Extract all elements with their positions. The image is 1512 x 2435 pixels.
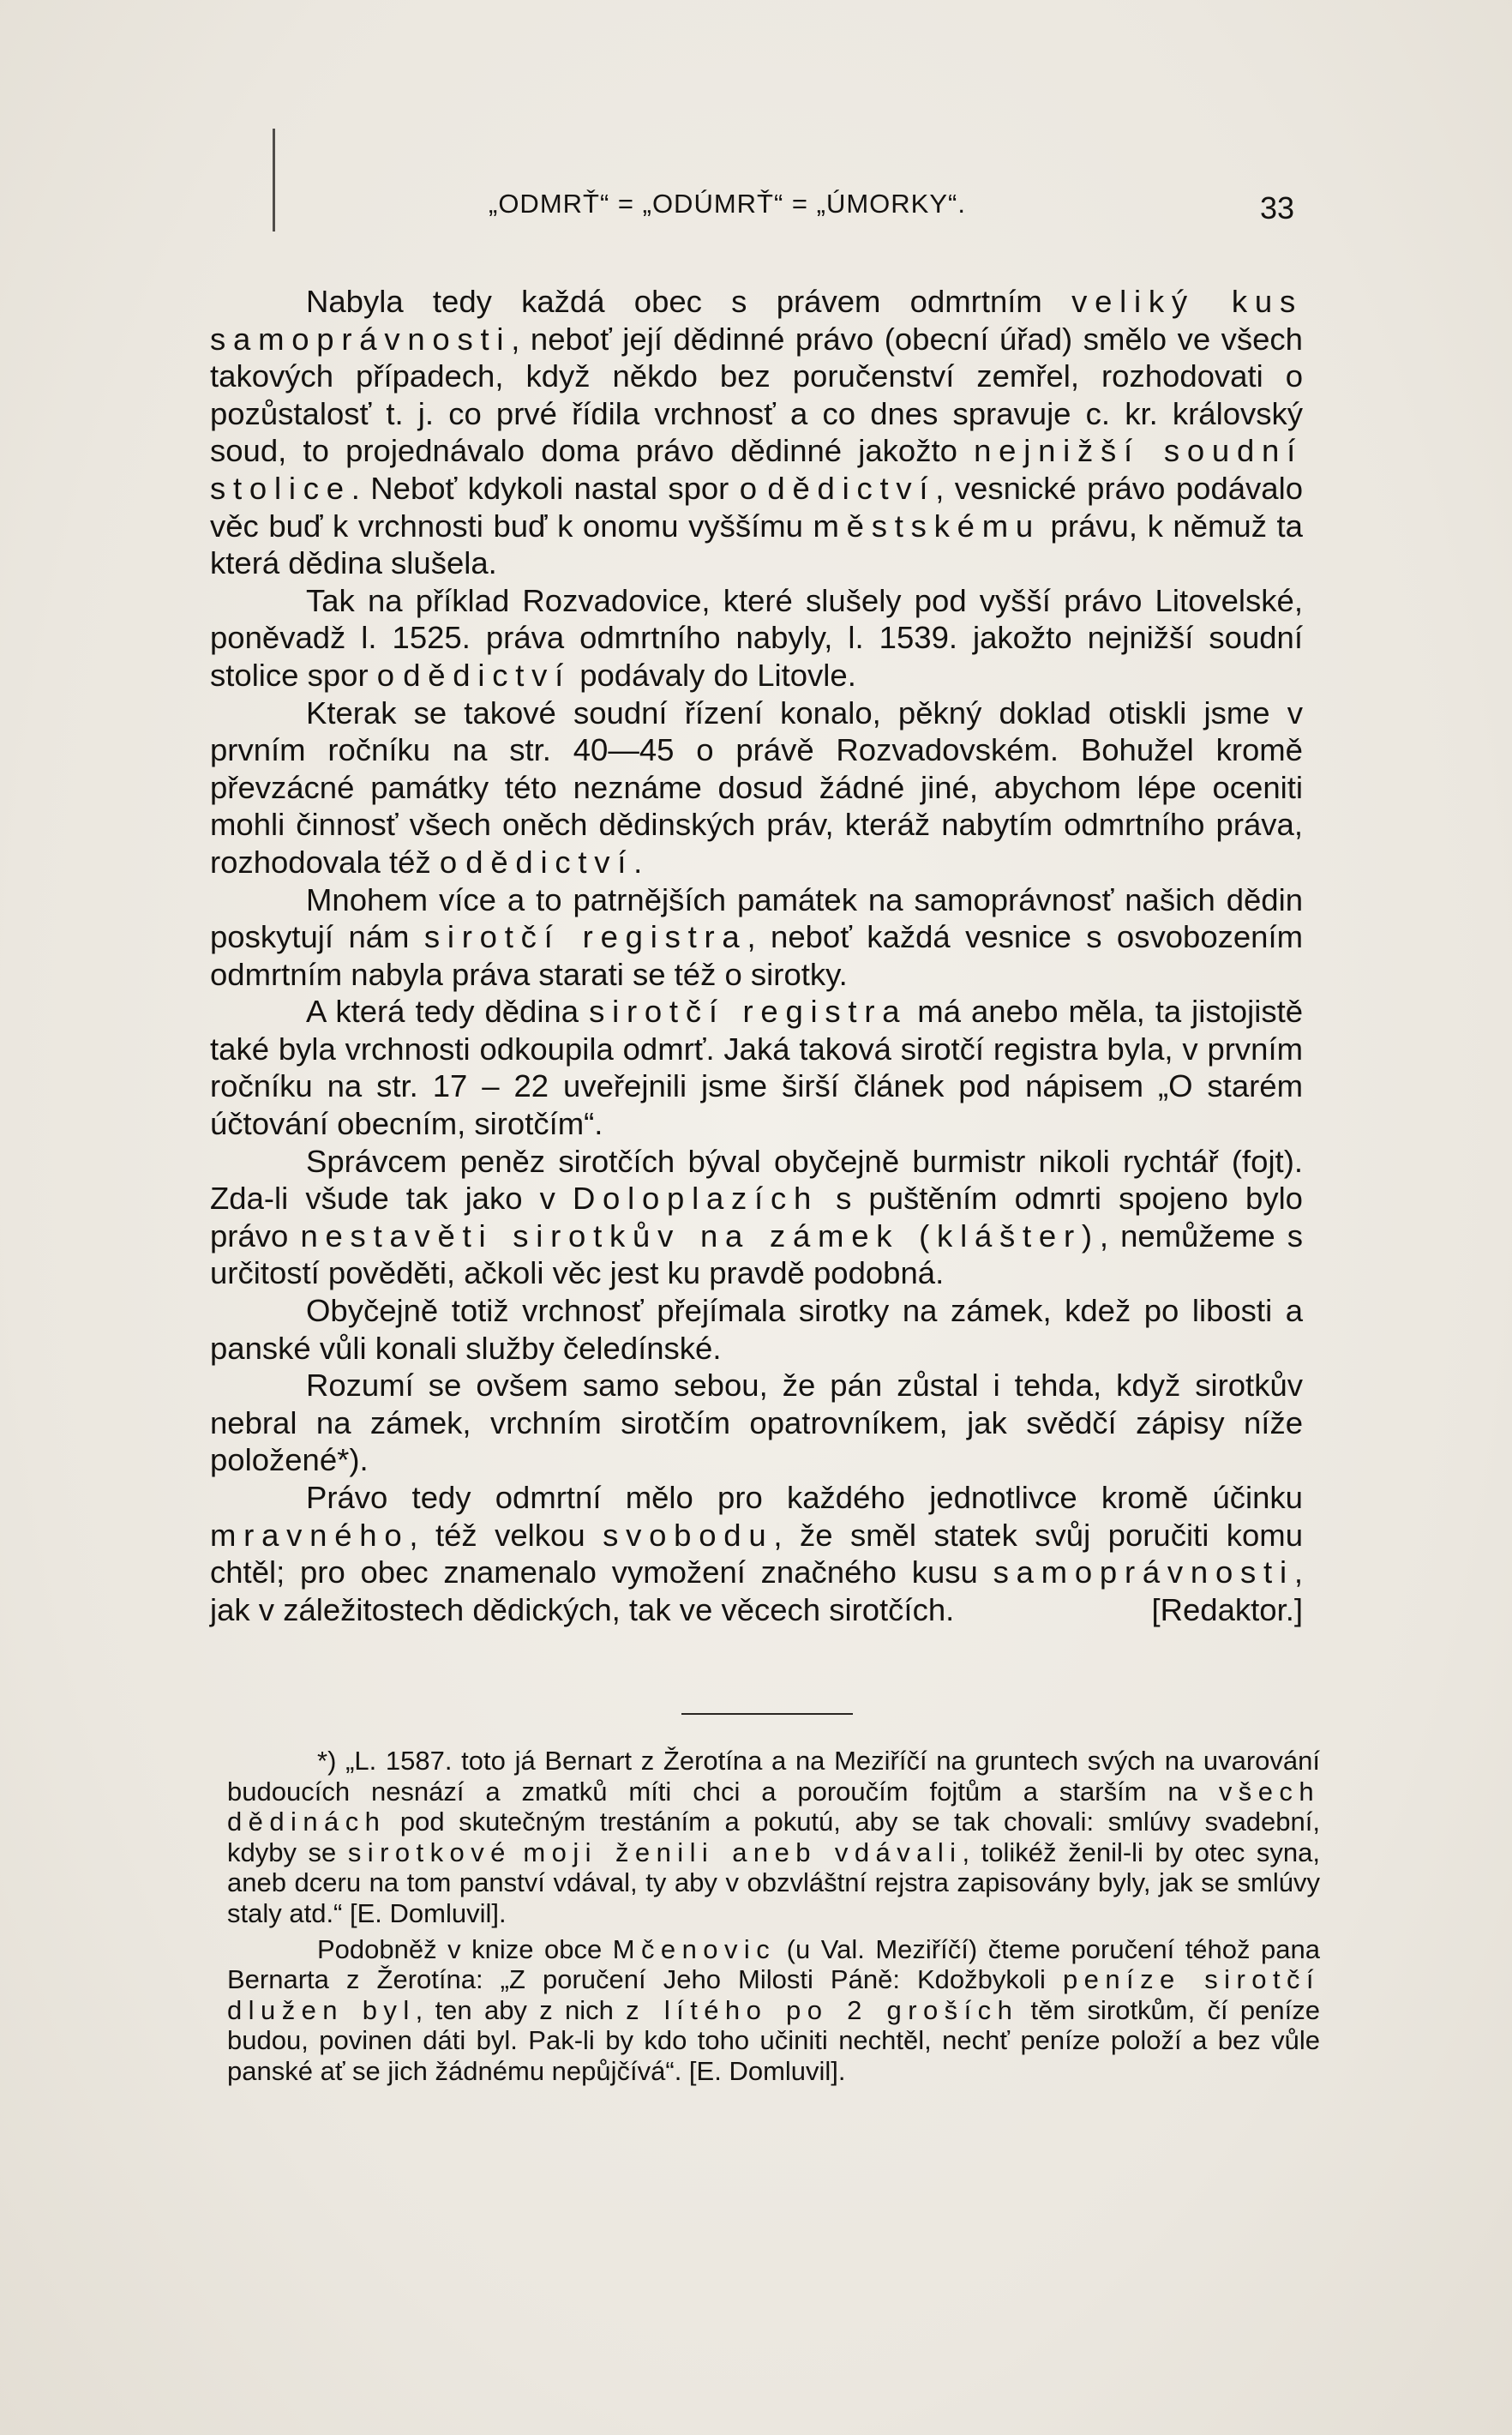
main-text <box>210 283 1303 1628</box>
spaced-emphasis: mravného <box>210 1517 410 1553</box>
spaced-emphasis: samoprávnosti <box>993 1554 1294 1590</box>
spaced-emphasis: sirotkové <box>347 1837 512 1867</box>
spaced-emphasis: všech dědinách <box>227 1776 1320 1837</box>
text-run: , vesnické právo podávalo věc buď k vrchnosti buď k onomu vyššímu <box>210 470 1303 544</box>
paragraph-3 <box>210 694 1303 881</box>
text-run: . Neboť kdykoli nastal spor o <box>351 470 768 506</box>
spaced-emphasis: sirotčí registra <box>589 994 908 1030</box>
paragraph-4 <box>210 881 1303 994</box>
paragraph-2 <box>210 582 1303 694</box>
text-run: Kterak se takové soudní řízení konalo, pěkný doklad otiskli jsme v prvním ročníku na str. 40—45 o právě Rozvadovském. Bohužel kromě převzácné památky této neznáme dosud žádné jiné, abychom lépe oceniti mohli činnosť všech oněch dědinských práv, kteráž nabytím odmrtního práva, rozhodovala též o <box>210 694 1303 880</box>
text-run <box>512 1837 524 1867</box>
spaced-emphasis: dědictví <box>403 657 572 693</box>
paragraph-7: Obyčejně totiž vrchnosť přejímala sirotky na zámek, kdež po libosti a panské vůli konali služby čeledínské. <box>210 1293 1303 1366</box>
footnote-divider <box>681 1713 853 1715</box>
text-run: *) „L. 1587. toto já Bernart z Žerotína a na Meziříčí na gruntech svých na uvarování budoucích nesnází a zmatků míti chci a poroučím fojtům a starším na <box>227 1746 1320 1807</box>
paragraph-8: Rozumí se ovšem samo sebou, že pán zůstal i tehda, když sirotkův nebral na zámek, vrchním sirotčím opatrovníkem, jak svědčí zápisy níže položené*). <box>210 1368 1303 1478</box>
text-run: podávaly do Litovle. <box>571 657 856 693</box>
text-run: s puštěním odmrti spojeno bylo právo <box>210 1181 1303 1254</box>
paragraph-6 <box>210 1143 1303 1292</box>
text-run: . <box>633 844 643 880</box>
spaced-emphasis: městskému <box>813 508 1041 544</box>
spaced-emphasis: nejnižší soudní stolice <box>210 433 1303 506</box>
spaced-emphasis: dědictví <box>767 470 936 506</box>
spaced-emphasis: Mčenovic <box>612 1933 777 1964</box>
footnotes <box>227 1746 1320 2087</box>
text-run: Mnohem více a to patrnějších památek na samoprávnosť našich dědin poskytují nám <box>210 881 1303 955</box>
text-run: má anebo měla, ta jistojistě také byla vrchnosti odkoupila odmrť. Jaká taková sirotčí registra byla, v prvním ročníku na str. 17 – 22 uveřejnili jsme širší článek pod nápisem „O starém účtování obecním, sirotčím“. <box>210 994 1304 1142</box>
text-run: , též velkou <box>409 1517 603 1553</box>
editor-signature: [Redaktor.] <box>1151 1591 1303 1627</box>
footnote-2 <box>227 1934 1320 2087</box>
paragraph-9 <box>210 1479 1303 1628</box>
paragraph-5 <box>210 993 1303 1142</box>
text-run: pod skutečným trestáním a pokutú, aby se tak chovali: smlúvy svadební, kdyby se <box>227 1807 1320 1867</box>
spaced-emphasis: Doloplazích <box>572 1181 819 1217</box>
text-run: Právo tedy odmrtní mělo pro každého jednotlivce kromě účinku <box>306 1480 1303 1515</box>
text-run: , že směl statek svůj poručiti komu chtěl; pro obec znamenalo vymožení značného kusu <box>210 1517 1303 1590</box>
text-run: Nabyla tedy každá obec s právem odmrtním <box>306 284 1072 319</box>
margin-mark <box>273 129 275 231</box>
text-run: , ten aby z nich <box>415 1994 627 2025</box>
spaced-emphasis: nestavěti sirotkův na zámek (klášter) <box>300 1218 1100 1254</box>
spaced-emphasis: sirotčí registra <box>423 919 747 955</box>
text-run: právu, k němuž ta která dědina slušela. <box>210 508 1303 581</box>
spaced-emphasis: moji ženili aneb vdávali <box>523 1837 963 1867</box>
spaced-emphasis: z lítého po 2 groších <box>626 1994 1019 2025</box>
page-number: 33 <box>1260 190 1295 225</box>
text-run: těm sirotkům, čí peníze budou, povinen dáti byl. Pak-li by kdo toho učiniti nechtěl, nechť peníze položí a bez vůle panské ať se jich žádnému nepůjčívá“. [E. Domluvil]. <box>227 1994 1320 2086</box>
footnote-1 <box>227 1746 1320 1929</box>
spaced-emphasis: peníze sirotčí dlužen byl <box>227 1964 1320 2025</box>
text-run: , neboť její dědinné právo (obecní úřad) smělo ve všech takových případech, když někdo bez poručenství zemřel, rozhodovati o pozůstalosť t. j. co prvé řídila vrchnosť a co dnes spravuje c. kr. královský soud, to projednávalo doma právo dědinné jakožto <box>210 321 1303 469</box>
text-run: Podobněž v knize obce <box>317 1933 613 1964</box>
text-run: A která tedy dědina <box>306 994 590 1030</box>
text-run: Tak na příklad Rozvadovice, které slušely pod vyšší právo Litovelské, poněvadž l. 1525. práva odmrtního nabyly, l. 1539. jakožto nejnižší soudní stolice spor o <box>210 582 1303 693</box>
text-run: , neboť každá vesnice s osvobozením odmrtním nabyla práva starati se též o sirotky. <box>210 919 1304 992</box>
spaced-emphasis: veliký kus samoprávnosti <box>210 284 1304 357</box>
spaced-emphasis: svobodu <box>603 1517 774 1553</box>
running-header: „ODMRŤ“ = „ODÚMRŤ“ = „ÚMORKY“. <box>489 189 966 219</box>
text-run: , nemůžeme s určitostí pověděti, ačkoli věc jest ku pravdě podobná. <box>210 1218 1304 1291</box>
spaced-emphasis: dědictví <box>465 844 634 880</box>
text-run: , tolikéž ženil-li by otec syna, aneb dceru na tom panství vdával, ty aby v obzvláštní rejstra zapisovány byly, jak se smlúvy staly atd.“ [E. Domluvil]. <box>227 1837 1320 1928</box>
text-run: (u Val. Meziříčí) čteme poručení téhož pana Bernarta z Žerotína: „Z poručení Jeho Milosti Páně: Kdožbykoli <box>227 1933 1320 1995</box>
text-run: , jak v záležitostech dědických, tak ve věcech sirotčích. <box>210 1554 1303 1627</box>
paragraph-1 <box>210 283 1303 582</box>
text-run: Správcem peněz sirotčích býval obyčejně burmistr nikoli rychtář (fojt). Zda-li všude tak jako v <box>210 1143 1303 1217</box>
